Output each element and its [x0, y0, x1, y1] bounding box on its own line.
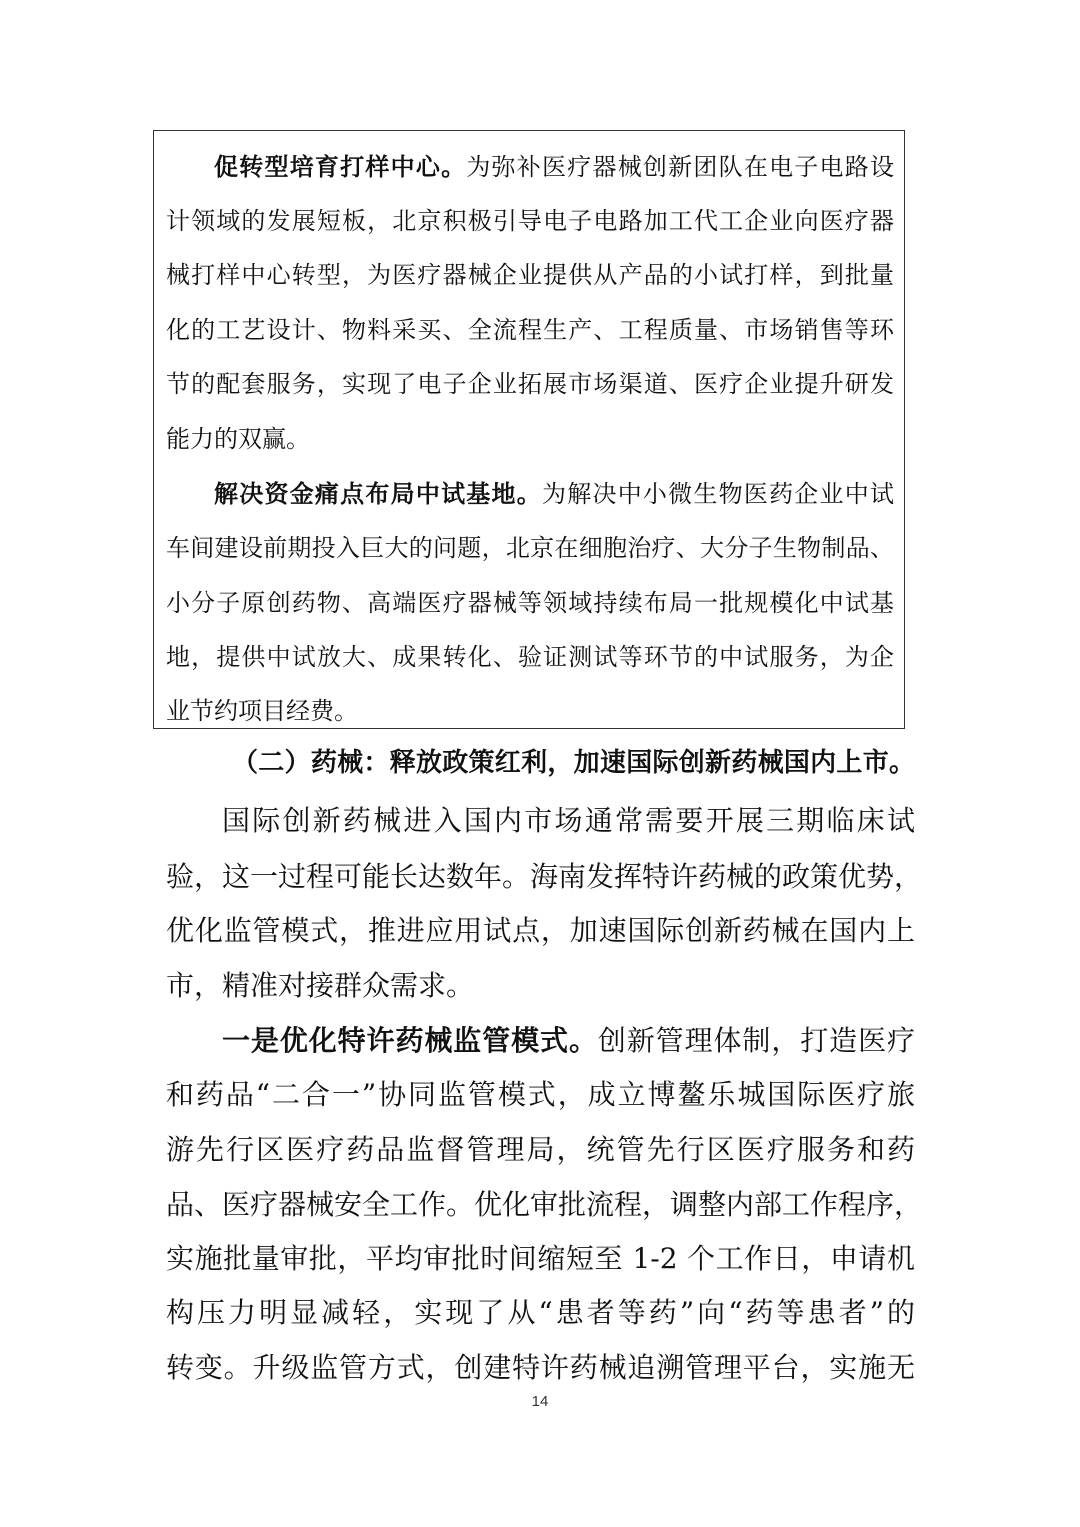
- para2-line-1: 一是优化特许药械监管模式。创新管理体制，打造医疗: [222, 1024, 915, 1057]
- box-p2-line-2: 车间建设前期投入巨大的问题，北京在细胞治疗、大分子生物制品、: [166, 534, 894, 562]
- section-heading: （二）药械：释放政策红利，加速国际创新药械国内上市。: [232, 748, 915, 778]
- box-p2-line-5: 业节约项目经费。: [166, 697, 358, 725]
- box-p2-line-1: 解决资金痛点布局中试基地。为解决中小微生物医药企业中试: [214, 479, 894, 508]
- para2-line-7: 转变。升级监管方式，创建特许药械追溯管理平台，实施无: [166, 1351, 915, 1384]
- box-p2-line-3: 小分子原创药物、高端医疗器械等领域持续布局一批规模化中试基: [166, 589, 894, 617]
- para2-line-4: 品、医疗器械安全工作。优化审批流程，调整内部工作程序，: [166, 1188, 923, 1221]
- page-number: 14: [531, 1393, 549, 1410]
- box-p2-line-4: 地，提供中试放大、成果转化、验证测试等环节的中试服务，为企: [166, 643, 894, 671]
- para1-line-4: 市，精准对接群众需求。: [166, 969, 475, 1002]
- box-p1-line-2: 计领域的发展短板，北京积极引导电子电路加工代工企业向医疗器: [166, 207, 894, 235]
- box-p1-line-1: 促转型培育打样中心。为弥补医疗器械创新团队在电子电路设: [214, 152, 895, 181]
- box-p1-line-6: 能力的双赢。: [166, 425, 310, 453]
- box-p2-lead: 解决资金痛点布局中试基地。: [214, 479, 542, 508]
- para2-line-6: 构压力明显减轻，实现了从“患者等药”向“药等患者”的: [166, 1296, 915, 1329]
- para2-lead: 一是优化特许药械监管模式。: [222, 1024, 598, 1057]
- box-p1-line-5: 节的配套服务，实现了电子企业拓展市场渠道、医疗企业提升研发: [166, 370, 894, 398]
- box-p1-lead: 促转型培育打样中心。: [214, 152, 467, 181]
- para1-line-2: 验，这一过程可能长达数年。海南发挥特许药械的政策优势，: [166, 860, 923, 893]
- box-p1-line-4: 化的工艺设计、物料采买、全流程生产、工程质量、市场销售等环: [166, 316, 894, 344]
- para2-line-5: 实施批量审批，平均审批时间缩短至 1-2 个工作日，申请机: [166, 1242, 915, 1275]
- box-p1-line-3: 械打样中心转型，为医疗器械企业提供从产品的小试打样，到批量: [166, 261, 894, 289]
- para1-line-1: 国际创新药械进入国内市场通常需要开展三期临床试: [222, 804, 915, 837]
- para2-line-2: 和药品“二合一”协同监管模式，成立博鳌乐城国际医疗旅: [166, 1078, 915, 1111]
- para2-line-3: 游先行区医疗药品监督管理局，统管先行区医疗服务和药: [166, 1133, 915, 1166]
- para1-line-3: 优化监管模式，推进应用试点，加速国际创新药械在国内上: [166, 914, 915, 947]
